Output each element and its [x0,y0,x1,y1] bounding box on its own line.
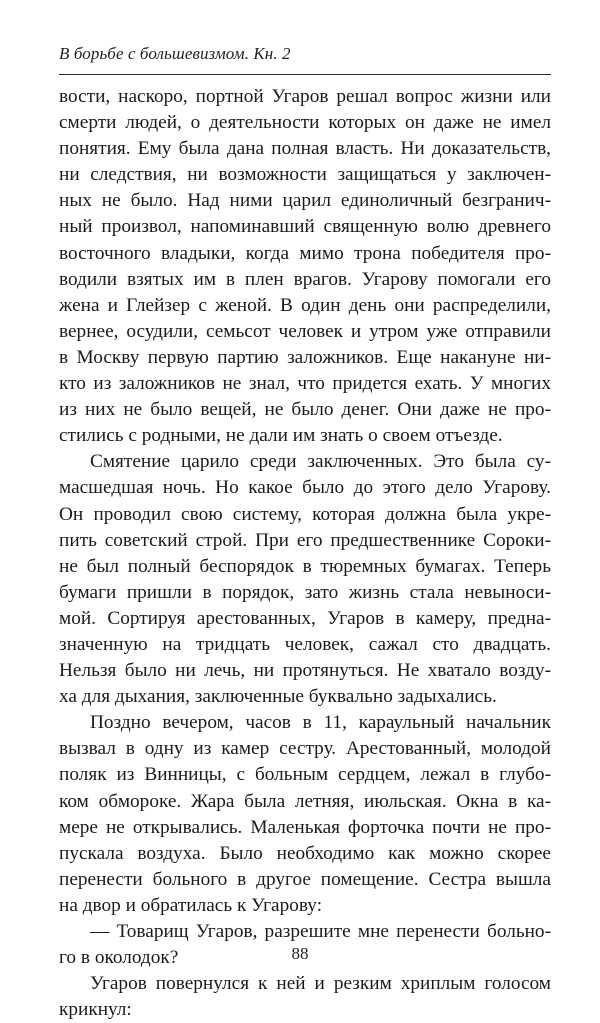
text-line: смерти людей, о деятельности которых он даже не имел [59,112,551,134]
text-line: мой. Сортируя арестованных, Угаров в камеру, предна- [59,607,551,629]
text-line: пускала воздуха. Было необходимо как можно скорее [59,842,551,864]
running-header: В борьбе с большевизмом. Кн. 2 [59,44,291,63]
text-line: мере не открывались. Маленькая форточка почти не про- [59,816,551,838]
text-line: Поздно вечером, часов в 11, караульный начальник [90,712,551,734]
text-line: Нельзя было ни лечь, ни протянуться. Не хватало возду- [59,660,551,682]
text-line: бумаги пришли в порядок, зато жизнь стала невыноси- [59,581,551,603]
text-line: крикнул: [59,999,132,1021]
text-line: Угаров повернулся к ней и резким хриплым голосом [90,973,551,995]
paragraph [59,710,551,919]
text-line: Он проводил свою систему, которая должна была укре- [59,503,551,525]
text-line: не был полный беспорядок в тюремных бумагах. Теперь [59,555,551,577]
text-line: ных не было. Над ними царил единоличный безгранич- [59,190,551,212]
text-line: значенную на тридцать человек, сажал сто двадцать. [59,633,551,655]
text-line: стились с родными, не дали им знать о своем отъезде. [59,425,503,447]
paragraph [59,971,551,1023]
text-line: кто из заложников не знал, что придется ехать. У многих [59,373,551,395]
text-line: пить советский строй. При его предшественнике Сороки- [59,529,551,551]
text-line: вернее, осудили, семьсот человек и утром уже отправили [59,320,551,342]
text-line: вызвал в одну из камер сестру. Арестованный, молодой [59,738,551,760]
text-line: масшедшая ночь. Но какое было до этого дело Угарову. [59,477,551,499]
text-line: на двор и обратилась к Угарову: [59,894,323,916]
text-line: из них не было вещей, не было денег. Они даже не про- [59,399,551,421]
text-line: ха для дыхания, заключенные буквально задыхались. [59,686,497,708]
paragraph [59,84,551,449]
text-line: жена и Глейзер с женой. В один день они распределили, [59,294,551,316]
text-line: понятия. Ему была дана полная власть. Ни доказательств, [59,138,551,160]
text-line: Смятение царило среди заключенных. Это была су- [90,451,551,473]
text-line: в Москву первую партию заложников. Еще накануне ни- [59,346,551,368]
text-line: ни следствия, ни возможности защищаться у заключен- [59,164,551,186]
text-line: — Товарищ Угаров, разрешите мне перенести больно- [90,921,551,942]
text-line: восточного владыки, когда мимо трона победителя про- [59,242,551,264]
text-line: водили взятых им в плен врагов. Угарову помогали его [59,268,551,290]
text-line: перенести больного в другое помещение. Сестра вышла [59,868,551,890]
paragraph [59,449,551,710]
body-text [59,84,551,1023]
text-line: ный произвол, напоминавший священную волю древнего [59,216,551,238]
text-line: го в околодок? [59,947,179,969]
text-line: вости, наскоро, портной Угаров решал вопрос жизни или [59,86,551,107]
text-line: поляк из Винницы, с больным сердцем, лежал в глубо- [59,764,551,786]
header-rule [59,74,551,75]
page-number: 88 [291,944,309,963]
text-line: ком обмороке. Жара была летняя, июльская. Окна в ка- [59,790,551,812]
